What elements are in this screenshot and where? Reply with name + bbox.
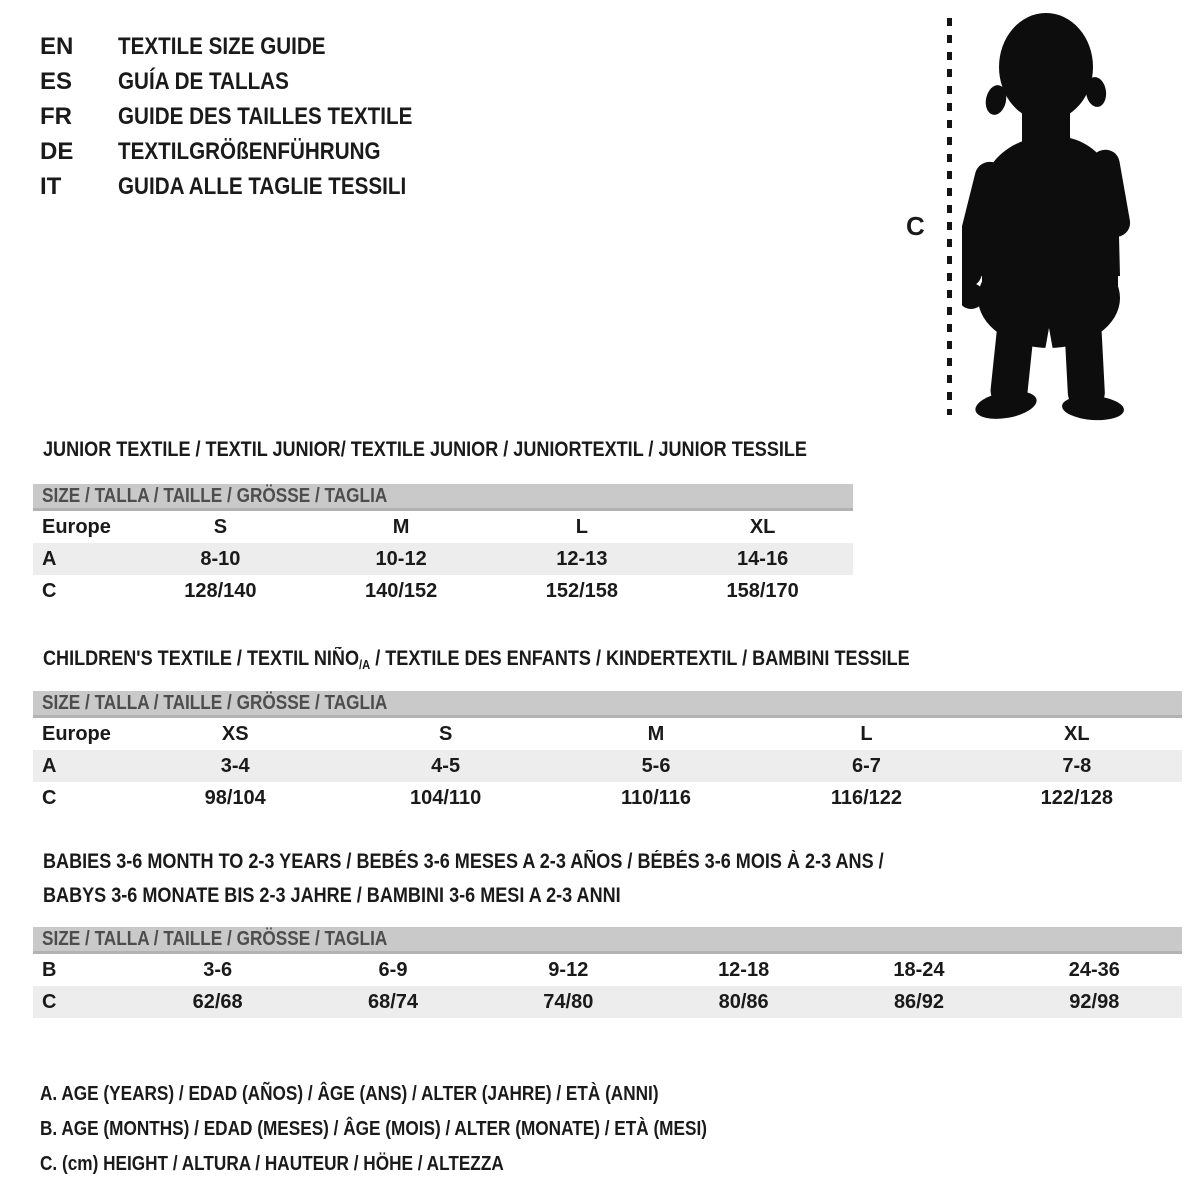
size-cell: 5-6	[641, 754, 671, 777]
size-cell: 98/104	[204, 786, 266, 809]
toddler-silhouette-icon	[962, 10, 1139, 422]
babies-size-table	[33, 927, 1182, 1018]
footnotes	[40, 1077, 816, 1182]
table-row-height	[33, 575, 853, 607]
language-code: ES	[40, 67, 73, 95]
table-row-europe	[33, 511, 853, 543]
language-title: TEXTILGRÖßENFÜHRUNG	[118, 137, 381, 165]
babies-section-title	[43, 845, 1021, 913]
table-header-bar	[33, 691, 1182, 718]
footnote-c-text: C. (cm) HEIGHT / ALTURA / HAUTEUR / HÖHE / ALTEZZA	[40, 1153, 504, 1175]
size-cell: 6-7	[851, 754, 881, 777]
size-cell: 86/92	[893, 990, 944, 1013]
language-title-list	[40, 29, 460, 204]
size-cell: 152/158	[545, 579, 619, 602]
row-label: Europe	[42, 722, 111, 745]
table-row-height	[33, 986, 1182, 1018]
table-header-bar	[33, 484, 853, 511]
row-label: A	[42, 547, 57, 570]
size-cell: S	[438, 722, 453, 745]
size-cell: 18-24	[893, 958, 945, 981]
children-size-table	[33, 691, 1182, 814]
language-title: TEXTILE SIZE GUIDE	[118, 32, 326, 60]
size-header-label: SIZE / TALLA / TAILLE / GRÖSSE / TAGLIA	[42, 927, 388, 950]
size-cell: 122/128	[1040, 786, 1113, 809]
size-cell: 80/86	[718, 990, 769, 1013]
babies-title-line2: BABYS 3-6 MONATE BIS 2-3 JAHRE / BAMBINI 3-6 MESI A 2-3 ANNI	[43, 884, 621, 907]
size-cell: 128/140	[184, 579, 257, 602]
language-title: GUIDE DES TAILLES TEXTILE	[118, 102, 413, 130]
junior-size-table	[33, 484, 853, 607]
row-label: B	[42, 958, 57, 981]
size-cell: 12-13	[556, 547, 608, 570]
nino-a-subscript: /A	[359, 657, 371, 672]
table-row-europe	[33, 718, 1182, 750]
row-label: C	[42, 579, 57, 602]
size-cell: 158/170	[726, 579, 799, 602]
footnote-a-text: A. AGE (YEARS) / EDAD (AÑOS) / ÂGE (ANS) / ALTER (JAHRE) / ETÀ (ANNI)	[40, 1083, 659, 1105]
language-row-fr	[40, 99, 460, 134]
row-label: A	[42, 754, 57, 777]
size-cell: 6-9	[378, 958, 408, 981]
children-section-title-text: CHILDREN'S TEXTILE / TEXTIL NIÑO/A / TEXTILE DES ENFANTS / KINDERTEXTIL / BAMBINI TESSILE	[43, 647, 910, 672]
table-row-age	[33, 543, 853, 575]
size-cell: S	[213, 515, 228, 538]
children-section-title	[43, 642, 1051, 678]
size-cell: 24-36	[1068, 958, 1120, 981]
language-title: GUIDA ALLE TAGLIE TESSILI	[118, 172, 407, 200]
size-cell: XL	[1064, 722, 1090, 745]
language-title: GUÍA DE TALLAS	[118, 67, 289, 95]
size-cell: 3-6	[203, 958, 233, 981]
junior-section-title-text: JUNIOR TEXTILE / TEXTIL JUNIOR/ TEXTILE JUNIOR / JUNIORTEXTIL / JUNIOR TESSILE	[43, 438, 807, 461]
footnote-a	[40, 1077, 816, 1112]
footnote-b-text: B. AGE (MONTHS) / EDAD (MESES) / ÂGE (MOIS) / ALTER (MONATE) / ETÀ (MESI)	[40, 1118, 707, 1140]
language-row-de	[40, 134, 460, 169]
size-cell: XS	[221, 722, 249, 745]
row-label: C	[42, 990, 57, 1013]
size-cell: XL	[749, 515, 776, 538]
size-cell: 140/152	[364, 579, 438, 602]
size-cell: 68/74	[367, 990, 419, 1013]
table-row-age-months	[33, 954, 1182, 986]
row-label: C	[42, 786, 57, 809]
size-cell: L	[575, 515, 588, 538]
size-cell: 9-12	[548, 958, 589, 981]
babies-title-line1: BABIES 3-6 MONTH TO 2-3 YEARS / BEBÉS 3-6 MESES A 2-3 AÑOS / BÉBÉS 3-6 MOIS À 2-3 ANS /	[43, 850, 884, 873]
size-cell: 104/110	[410, 786, 482, 809]
size-cell: 116/122	[830, 786, 903, 809]
table-row-height	[33, 782, 1182, 814]
size-cell: 74/80	[543, 990, 594, 1013]
size-cell: 92/98	[1069, 990, 1120, 1013]
size-header-label: SIZE / TALLA / TAILLE / GRÖSSE / TAGLIA	[42, 691, 388, 714]
table-header-bar	[33, 927, 1182, 954]
language-code: EN	[40, 32, 74, 60]
size-cell: 12-18	[718, 958, 770, 981]
row-label: Europe	[42, 515, 111, 538]
size-cell: 7-8	[1062, 754, 1092, 777]
size-cell: 4-5	[431, 754, 461, 777]
size-cell: 14-16	[737, 547, 789, 570]
size-cell: 8-10	[200, 547, 241, 570]
height-measure-label: C	[906, 211, 925, 241]
junior-section-title	[43, 433, 931, 467]
size-cell: 3-4	[220, 754, 250, 777]
language-code: DE	[40, 137, 74, 165]
size-header-label: SIZE / TALLA / TAILLE / GRÖSSE / TAGLIA	[42, 484, 388, 507]
size-cell: 110/116	[620, 786, 692, 809]
table-row-age	[33, 750, 1182, 782]
footnote-c	[40, 1147, 816, 1182]
size-cell: 10-12	[375, 547, 427, 570]
language-code: IT	[40, 172, 62, 200]
size-cell: M	[392, 515, 410, 538]
height-dashed-line	[947, 18, 952, 415]
size-cell: 62/68	[192, 990, 243, 1013]
size-cell: M	[647, 722, 665, 745]
size-cell: L	[860, 722, 873, 745]
footnote-b	[40, 1112, 816, 1147]
language-row-it	[40, 169, 460, 204]
language-code: FR	[40, 102, 72, 130]
language-row-en	[40, 29, 460, 64]
language-row-es	[40, 64, 460, 99]
